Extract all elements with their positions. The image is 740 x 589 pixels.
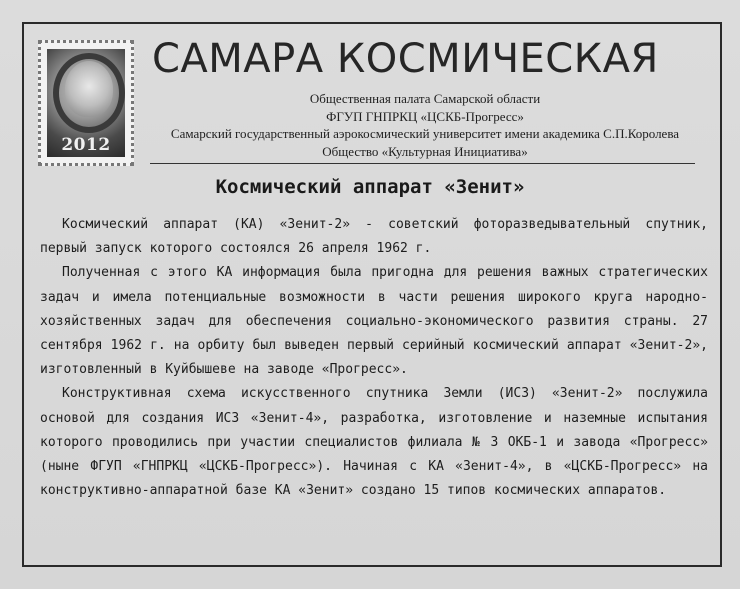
stamp-year: 2012	[61, 135, 111, 155]
organization-line: Общество «Культурная Инициатива»	[322, 143, 528, 159]
article-title: Космический аппарат «Зенит»	[215, 176, 525, 198]
postage-stamp	[38, 40, 134, 166]
article-paragraph: Конструктивная схема искусственного спутника Земли (ИСЗ) «Зенит-2» послужила основой для создания ИСЗ «Зенит-4», разработка, изготовление и наземные испытания которого проводились при участии специалистов филиала № 3 ОКБ-1 и завода «Прогресс» (ныне ФГУП «ГНПРКЦ «ЦСКБ-Прогресс»). Начиная с КА «Зенит-4», в «ЦСКБ-Прогресс» на конструктивно-аппаратной базе КА «Зенит» создано 15 типов космических аппаратов.	[40, 386, 708, 499]
face-shape	[65, 61, 113, 117]
organization-line: Общественная палата Самарской области	[309, 91, 541, 106]
article-paragraph: Космический аппарат (КА) «Зенит-2» - советский фоторазведывательный спутник, первый запуск которого состоялся 26 апреля 1962 г.	[40, 217, 708, 257]
header-divider	[150, 163, 695, 164]
organization-line: Самарский государственный аэрокосмический университет имени академика С.П.Королева	[170, 126, 680, 141]
article-paragraph: Полученная с этого КА информация была пригодна для решения важных стратегических задач и имела потенциальные возможности в части решения широкого круга народно-хозяйственных задач для обеспечения социально-экономического развития страны. 27 сентября 1962 г. на орбиту был выведен первый серийный космический аппарат «Зенит-2», изготовленный в Куйбышеве на заводе «Прогресс».	[40, 265, 708, 378]
organizations-list	[140, 90, 710, 160]
article-body	[40, 213, 708, 503]
cosmonaut-portrait	[47, 49, 125, 157]
page-title: САМАРА КОСМИЧЕСКАЯ	[152, 36, 659, 82]
organization-line: ФГУП ГНПРКЦ «ЦСКБ-Прогресс»	[326, 108, 524, 124]
